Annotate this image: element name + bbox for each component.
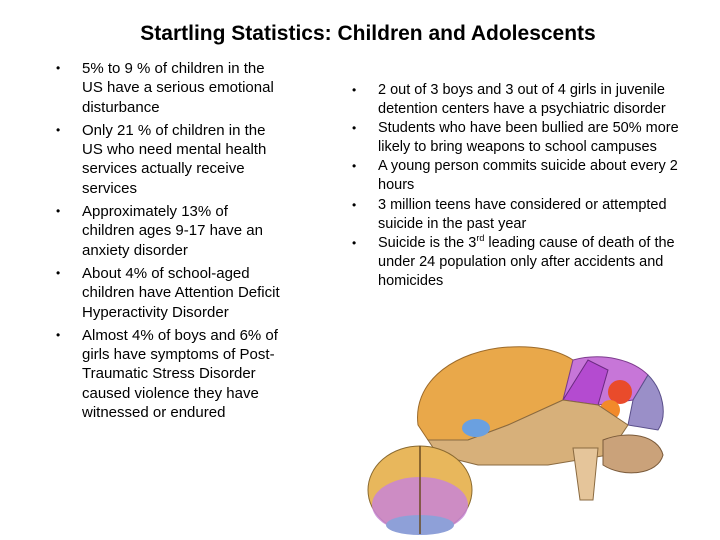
right-bullet-list: [348, 81, 688, 291]
list-item: [348, 157, 688, 195]
list-item: [52, 59, 280, 117]
list-item: [52, 202, 280, 260]
brain-illustration: [358, 330, 703, 535]
list-item: [52, 326, 280, 422]
slide-title: Startling Statistics: Children and Adolescents: [140, 22, 596, 45]
list-item: [52, 121, 280, 198]
list-item: [348, 234, 688, 291]
left-bullet-list: [52, 59, 280, 426]
bullet-text: Approximately 13% of children ages 9-17 have an anxiety disorder: [82, 203, 263, 259]
bullet-text: [378, 232, 675, 289]
bullet-text-part: leading cause of death of the under 24 population only after accidents and homicides: [378, 234, 675, 289]
list-item: [348, 81, 688, 119]
bullet-icon: •: [56, 61, 61, 75]
bullet-text: 3 million teens have considered or attempted suicide in the past year: [378, 196, 667, 232]
bullet-icon: •: [352, 235, 357, 250]
bullet-text: Students who have been bullied are 50% more likely to bring weapons to school campuses: [378, 120, 679, 156]
bullet-icon: •: [352, 83, 357, 97]
bullet-icon: •: [352, 197, 357, 212]
bullet-text: About 4% of school-aged children have Attention Deficit Hyperactivity Disorder: [82, 264, 280, 321]
bullet-icon: •: [56, 204, 61, 219]
ordinal-suffix: rd: [476, 232, 485, 243]
list-item: [348, 119, 688, 157]
broca-area-region: [462, 419, 490, 437]
bullet-icon: •: [56, 122, 61, 137]
bullet-text-part: Suicide is the 3: [378, 234, 477, 251]
bullet-icon: •: [352, 121, 357, 136]
bullet-icon: •: [56, 327, 61, 342]
bullet-icon: •: [352, 159, 357, 174]
bullet-text: 5% to 9 % of children in the US have a serious emotional disturbance: [82, 60, 274, 116]
bullet-text: Almost 4% of boys and 6% of girls have symptoms of Post-Traumatic Stress Disorder caused violence they have witnessed or endured: [82, 326, 278, 422]
list-item: [348, 196, 688, 234]
bullet-text: A young person commits suicide about every 2 hours: [378, 158, 678, 194]
bullet-text: Only 21 % of children in the US who need mental health services actually receive services: [82, 121, 267, 197]
bullet-icon: •: [56, 265, 61, 280]
top-brain-view: [368, 446, 472, 535]
bullet-text: 2 out of 3 boys and 3 out of 4 girls in juvenile detention centers have a psychiatric disorder: [378, 82, 666, 118]
list-item: [52, 264, 280, 322]
